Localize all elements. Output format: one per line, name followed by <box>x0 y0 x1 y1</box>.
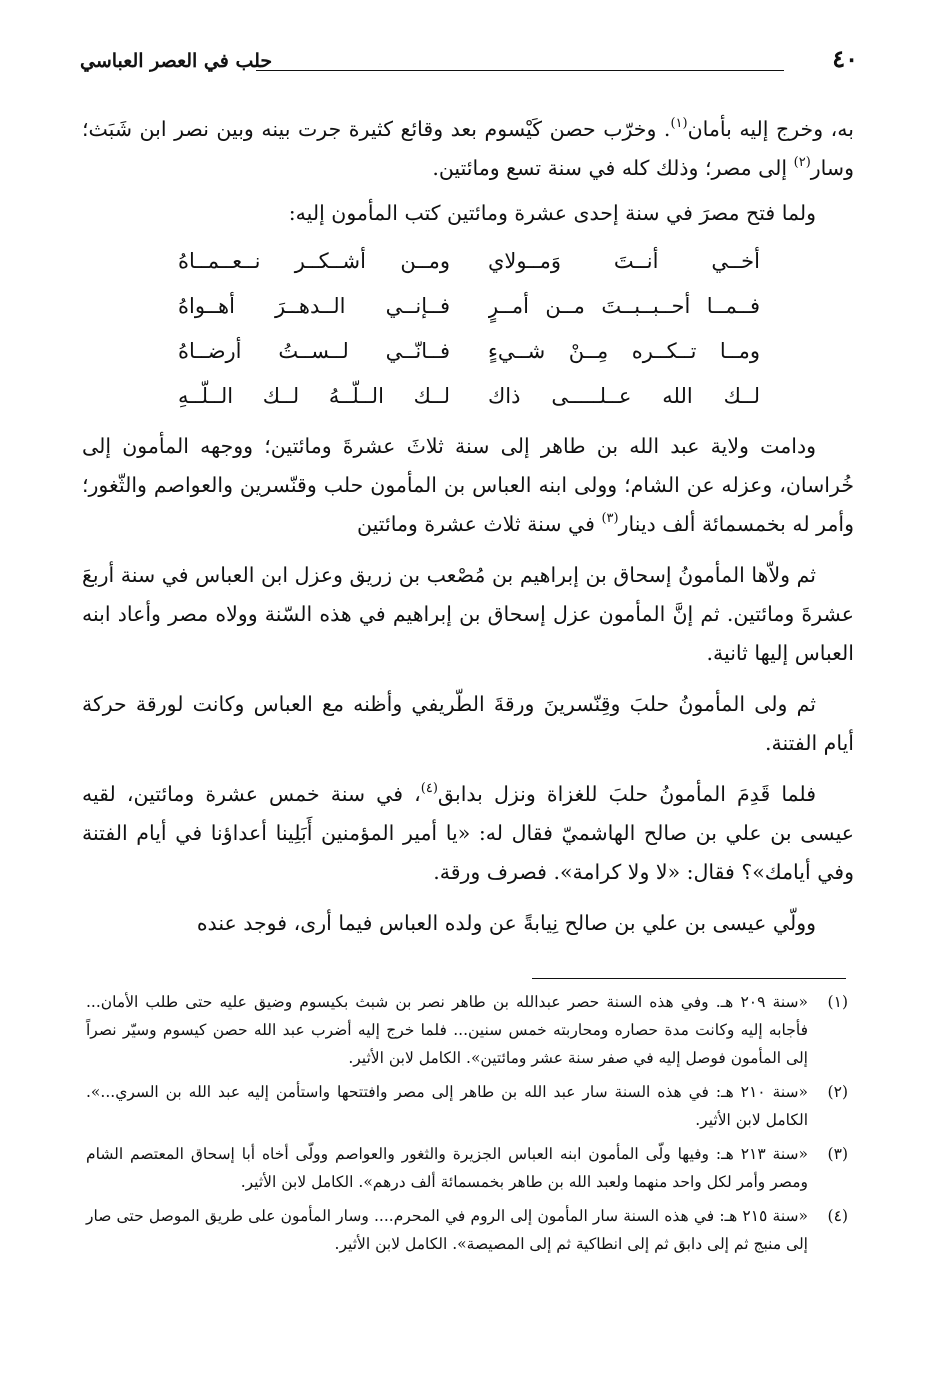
verse-second-hemistich: فــإنــي الــدهــرَ أهــواهُ <box>178 294 450 318</box>
verse-first-hemistich: لــك الله عــلـــــى ذاك <box>488 384 760 408</box>
running-title: حلب في العصر العباسي <box>80 50 273 72</box>
footnote <box>86 1078 848 1134</box>
footnote-ref[interactable]: (٤) <box>420 781 438 796</box>
verse-second-hemistich: فــانّــي لــســتُ أرضــاهُ <box>178 339 450 363</box>
paragraph-text: في سنة ثلاث عشرة ومائتين <box>357 512 602 536</box>
footnote-number: (١) <box>827 993 848 1011</box>
footnote-rule <box>532 978 846 979</box>
poem-verse <box>82 284 854 329</box>
footnote-ref[interactable]: (٢) <box>793 155 811 170</box>
footnote-text: «سنة ٢١٥ هـ: في هذه السنة سار المأمون إلى الروم في المحرم.... وسار المأمون على طريق الموصل حتى صار إلى منبج ثم إلى دابق ثم إلى انطاكية ثم إلى المصيصة». الكامل لابن الأثير. <box>86 1207 808 1253</box>
footnote-text: «سنة ٢١٠ هـ: في هذه السنة سار عبد الله بن طاهر إلى مصر وافتتحها واستأمن إليه عبد الله بن السري...». الكامل لابن الأثير. <box>86 1083 808 1129</box>
paragraph-text: ودامت ولاية عبد الله بن طاهر إلى سنة ثلاثَ عشرةَ ومائتين؛ ووجهه المأمون إلى خُراسان، وعزله عن الشام؛ وولى ابنه العباس بن المأمون حلب وقنّسرين والعواصم والثّغور؛ وأمر له بخمسمائة ألف دينار <box>82 434 854 536</box>
paragraph-text: . وخرّب حصن كَيْسوم بعد وقائع كثيرة جرت بينه وبين نصر ابن شَبَث؛ وسار <box>82 117 854 180</box>
footnote-text: «سنة ٢٠٩ هـ. وفي هذه السنة حصر عبدالله بن طاهر نصر بن شبث بكيسوم وضيق عليه حتى طلب الأمان... فأجابه إليه وكانت مدة حصاره ومحاربته خمس سنين... فلما خرج إليه أضرب عبد الله حصن كيسوم وسيّر نصراً إلى المأمون فوصل إليه في صفر سنة عشر ومائتين». الكامل لابن الأثير. <box>86 993 808 1067</box>
paragraph <box>82 775 854 892</box>
paragraph-text: فلما قَدِمَ المأمونُ حلبَ للغزاة ونزل بدابق <box>437 782 816 806</box>
footnote <box>86 1140 848 1196</box>
paragraph-text: إلى مصر؛ وذلك كله في سنة تسع ومائتين. <box>432 156 794 180</box>
verse-first-hemistich: ومــا تــكــره مِــنْ شــيءٍ <box>488 339 760 363</box>
footnote-number: (٢) <box>827 1083 848 1101</box>
paragraph: ولما فتح مصرَ في سنة إحدى عشرة ومائتين كتب المأمون إليه: <box>288 201 816 225</box>
header-rule <box>256 70 784 71</box>
verse-first-hemistich: فــمــا أحــبــبــتَ مــن أمــرٍ <box>488 294 760 318</box>
footnote-text: «سنة ٢١٣ هـ: وفيها ولّى المأمون ابنه العباس الجزيرة والثغور والعواصم وولّى أخاه أبا إسحاق المعتصم الشام ومصر وأمر لكل واحد منهما ولعبد الله بن طاهر بخمسمائة ألف درهم». الكامل لابن الأثير. <box>86 1145 808 1191</box>
paragraph-text: به، وخرج إليه بأمان <box>687 117 854 141</box>
verse-second-hemistich: لــك الــلّــهُ لــك الــلّــهِ <box>178 384 450 408</box>
poem-verse <box>82 374 854 419</box>
footnote <box>86 1202 848 1258</box>
footnote <box>86 988 848 1072</box>
running-header <box>80 44 858 84</box>
footnote-ref[interactable]: (٣) <box>601 511 619 526</box>
paragraph-text: ، في سنة خمس عشرة ومائتين، لقيه عيسى بن علي بن صالح الهاشميّ فقال له: «يا أمير المؤمنين أَبَلِينا أعداؤنا في أيام الفتنة وفي أيامك»؟ فقال: «لا ولا كرامة». فصرف ورقة. <box>82 782 854 884</box>
paragraph: وولّي عيسى بن علي بن صالح نِيابةً عن ولده العباس فيما أرى، فوجد عنده <box>196 911 816 935</box>
paragraph: ثم ولاّها المأمونُ إسحاق بن إبراهيم بن مُصْعب بن زريق وعزل ابن العباس في سنة أربعَ عشرةَ ومائتين. ثم إنَّ المأمون عزل إسحاق بن إبراهيم في هذه السّنة وولاه مصر وأعاد ابنه العباس إليها ثانية. <box>82 563 854 665</box>
paragraph <box>82 427 854 544</box>
poem-verse <box>82 329 854 374</box>
verse-second-hemistich: ومــن أشــكــر نــعــمــاهُ <box>178 249 450 273</box>
poem-verse <box>82 239 854 284</box>
page-number: ٤٠ <box>832 44 858 73</box>
paragraph: ثم ولى المأمونُ حلبَ وقِنّسرينَ ورقةَ الطّريفي وأظنه مع العباس وكانت لورقة حركة أيام الفتنة. <box>82 692 854 755</box>
footnote-number: (٤) <box>827 1207 848 1225</box>
paragraph <box>82 110 854 188</box>
footnote-ref[interactable]: (١) <box>670 116 688 131</box>
verse-first-hemistich: أخــي أنــتَ وَمــولاي <box>488 249 760 273</box>
poem <box>82 239 854 419</box>
footnotes <box>86 988 848 1264</box>
footnote-number: (٣) <box>827 1145 848 1163</box>
main-text <box>82 110 854 955</box>
